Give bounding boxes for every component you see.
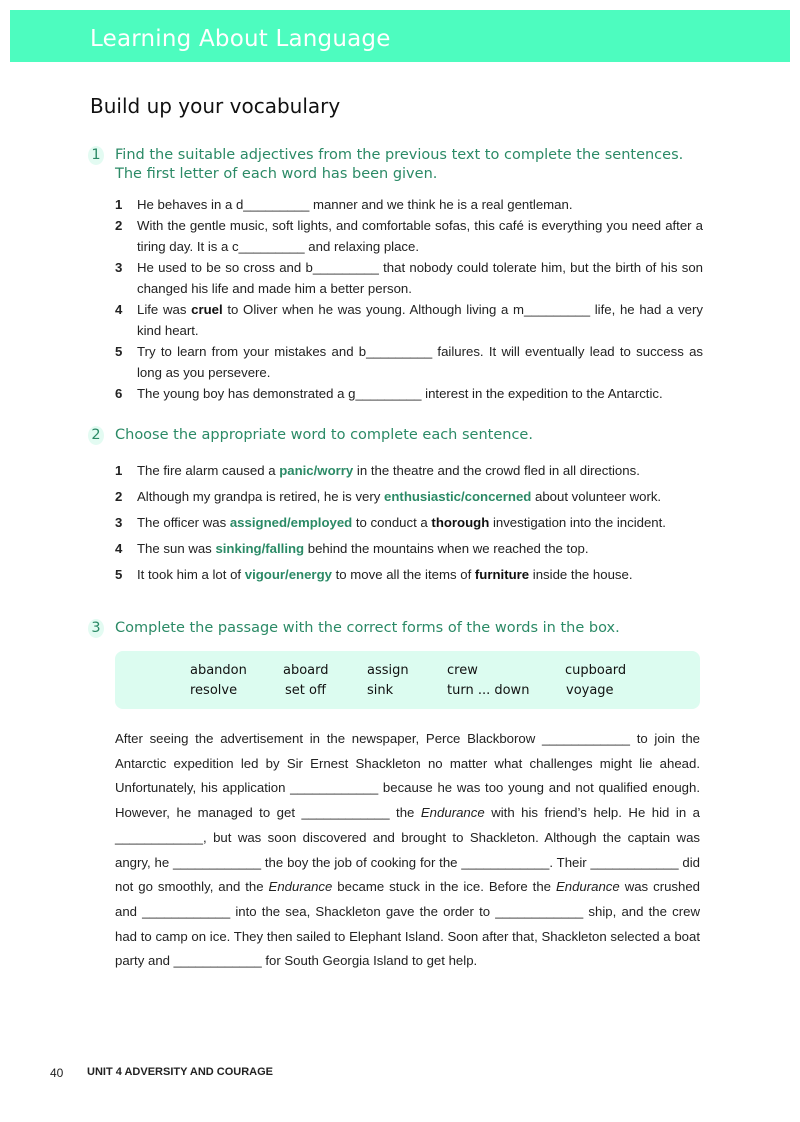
word: sink bbox=[367, 683, 394, 698]
instruction-text: Choose the appropriate word to complete each sentence. bbox=[115, 427, 533, 443]
instruction-text: Complete the passage with the correct forms of the words in the box. bbox=[115, 620, 620, 636]
item-text: to Oliver when he was young. Although living a m_________ life, he had a very kind heart. bbox=[137, 302, 703, 338]
word: voyage bbox=[566, 683, 614, 698]
item-text: Life was bbox=[137, 302, 192, 317]
word: resolve bbox=[190, 683, 238, 698]
exercise-number: 2 bbox=[88, 426, 104, 445]
word: assign bbox=[367, 663, 409, 678]
item-text: He behaves in a d_________ manner and we think he is a real gentleman. bbox=[137, 197, 573, 212]
list-item bbox=[88, 299, 703, 341]
word: set off bbox=[285, 683, 326, 698]
word: cupboard bbox=[565, 663, 627, 678]
list-item bbox=[88, 383, 703, 404]
header-banner bbox=[10, 10, 790, 62]
bold-word: cruel bbox=[191, 302, 223, 317]
page-number: 40 bbox=[50, 1066, 64, 1080]
word-choice: vigour/energy bbox=[244, 567, 332, 582]
exercise-3-instruction bbox=[88, 619, 703, 638]
item-number: 1 bbox=[115, 463, 123, 478]
bold-word: furniture bbox=[474, 567, 530, 582]
word-choice: assigned/employed bbox=[229, 515, 353, 530]
item-number: 5 bbox=[115, 567, 123, 582]
list-item bbox=[88, 215, 703, 257]
exercise-1 bbox=[88, 146, 703, 404]
item-text: The fire alarm caused a bbox=[137, 463, 280, 478]
list-item bbox=[88, 486, 703, 507]
list-item bbox=[88, 460, 703, 481]
item-text: Although my grandpa is retired, he is very bbox=[137, 489, 385, 504]
exercise-3 bbox=[88, 619, 703, 638]
item-text: The sun was bbox=[137, 541, 216, 556]
bold-word: thorough bbox=[431, 515, 490, 530]
exercise-number: 3 bbox=[88, 619, 104, 638]
item-number: 4 bbox=[115, 302, 123, 317]
word: abandon bbox=[190, 663, 247, 678]
item-text: With the gentle music, soft lights, and comfortable sofas, this café is everything you need after a tiring day. It is a c_________ and relaxing place. bbox=[137, 218, 703, 254]
page-heading: Build up your vocabulary bbox=[90, 94, 341, 118]
item-number: 5 bbox=[115, 344, 123, 359]
item-number: 6 bbox=[115, 386, 123, 401]
item-text: to move all the items of bbox=[331, 567, 475, 582]
list-item bbox=[88, 341, 703, 383]
ship-name: Endurance bbox=[420, 805, 485, 821]
passage-text: with his friend’s help. He hid in a ____________, but was soon discovered and brought to Shackleton. Although the captain was angry, he ____________ the boy the job of cooking for the ____________. Their ____________ did not go smoothly, and the bbox=[115, 805, 701, 895]
item-text: about volunteer work. bbox=[531, 489, 662, 504]
word-box bbox=[115, 651, 700, 709]
exercise-2 bbox=[88, 426, 703, 585]
list-item bbox=[88, 512, 703, 533]
item-text: Try to learn from your mistakes and b_________ failures. It will eventually lead to success as long as you persevere. bbox=[137, 344, 703, 380]
item-text: The officer was bbox=[137, 515, 230, 530]
item-text: to conduct a bbox=[352, 515, 432, 530]
word: turn ... down bbox=[447, 683, 530, 698]
item-number: 3 bbox=[115, 260, 123, 275]
exercise-2-instruction bbox=[88, 426, 703, 445]
list-item bbox=[88, 564, 703, 585]
ship-name: Endurance bbox=[555, 879, 620, 895]
item-text: investigation into the incident. bbox=[489, 515, 666, 530]
item-number: 4 bbox=[115, 541, 123, 556]
item-text: inside the house. bbox=[529, 567, 633, 582]
word: aboard bbox=[283, 663, 329, 678]
word-choice: sinking/falling bbox=[215, 541, 305, 556]
word-choice: enthusiastic/concerned bbox=[384, 489, 532, 504]
item-number: 3 bbox=[115, 515, 123, 530]
word: crew bbox=[447, 663, 478, 678]
item-text: in the theatre and the crowd fled in all directions. bbox=[353, 463, 640, 478]
passage-text: became stuck in the ice. Before the bbox=[332, 879, 556, 895]
ship-name: Endurance bbox=[268, 879, 333, 895]
list-item bbox=[88, 257, 703, 299]
item-number: 2 bbox=[115, 218, 123, 233]
item-text: It took him a lot of bbox=[137, 567, 245, 582]
exercise-1-instruction bbox=[88, 146, 703, 184]
list-item bbox=[88, 538, 703, 559]
instruction-text: Find the suitable adjectives from the previous text to complete the sentences. The first letter of each word has been given. bbox=[115, 147, 684, 182]
passage-text: After seeing the advertisement in the newspaper, Perce Blackborow ____________ to join the Antarctic expedition led by Sir Ernest Shackleton no matter what challenges might lie ahead. Unfortunately, his application ____________ because he was too young and not qualified enough. However, he managed to get ____________ the bbox=[115, 731, 700, 821]
item-text: behind the mountains when we reached the top. bbox=[304, 541, 589, 556]
item-text: He used to be so cross and b_________ that nobody could tolerate him, but the birth of his son changed his life and made him a better person. bbox=[137, 260, 703, 296]
word-choice: panic/worry bbox=[279, 463, 354, 478]
unit-title: UNIT 4 ADVERSITY AND COURAGE bbox=[87, 1066, 274, 1078]
section-title: Learning About Language bbox=[90, 26, 391, 52]
item-number: 1 bbox=[115, 197, 123, 212]
item-text: The young boy has demonstrated a g_________ interest in the expedition to the Antarctic. bbox=[137, 386, 663, 401]
exercise-number: 1 bbox=[88, 146, 104, 165]
list-item bbox=[88, 194, 703, 215]
passage-text: was crushed and ____________ into the sea, Shackleton gave the order to ____________ ship, and the crew had to camp on ice. They then sailed to Elephant Island. Soon after that, Shackleton selected a boat party and ____________ for South Georgia Island to get help. bbox=[115, 879, 701, 969]
passage bbox=[115, 727, 700, 974]
item-number: 2 bbox=[115, 489, 123, 504]
